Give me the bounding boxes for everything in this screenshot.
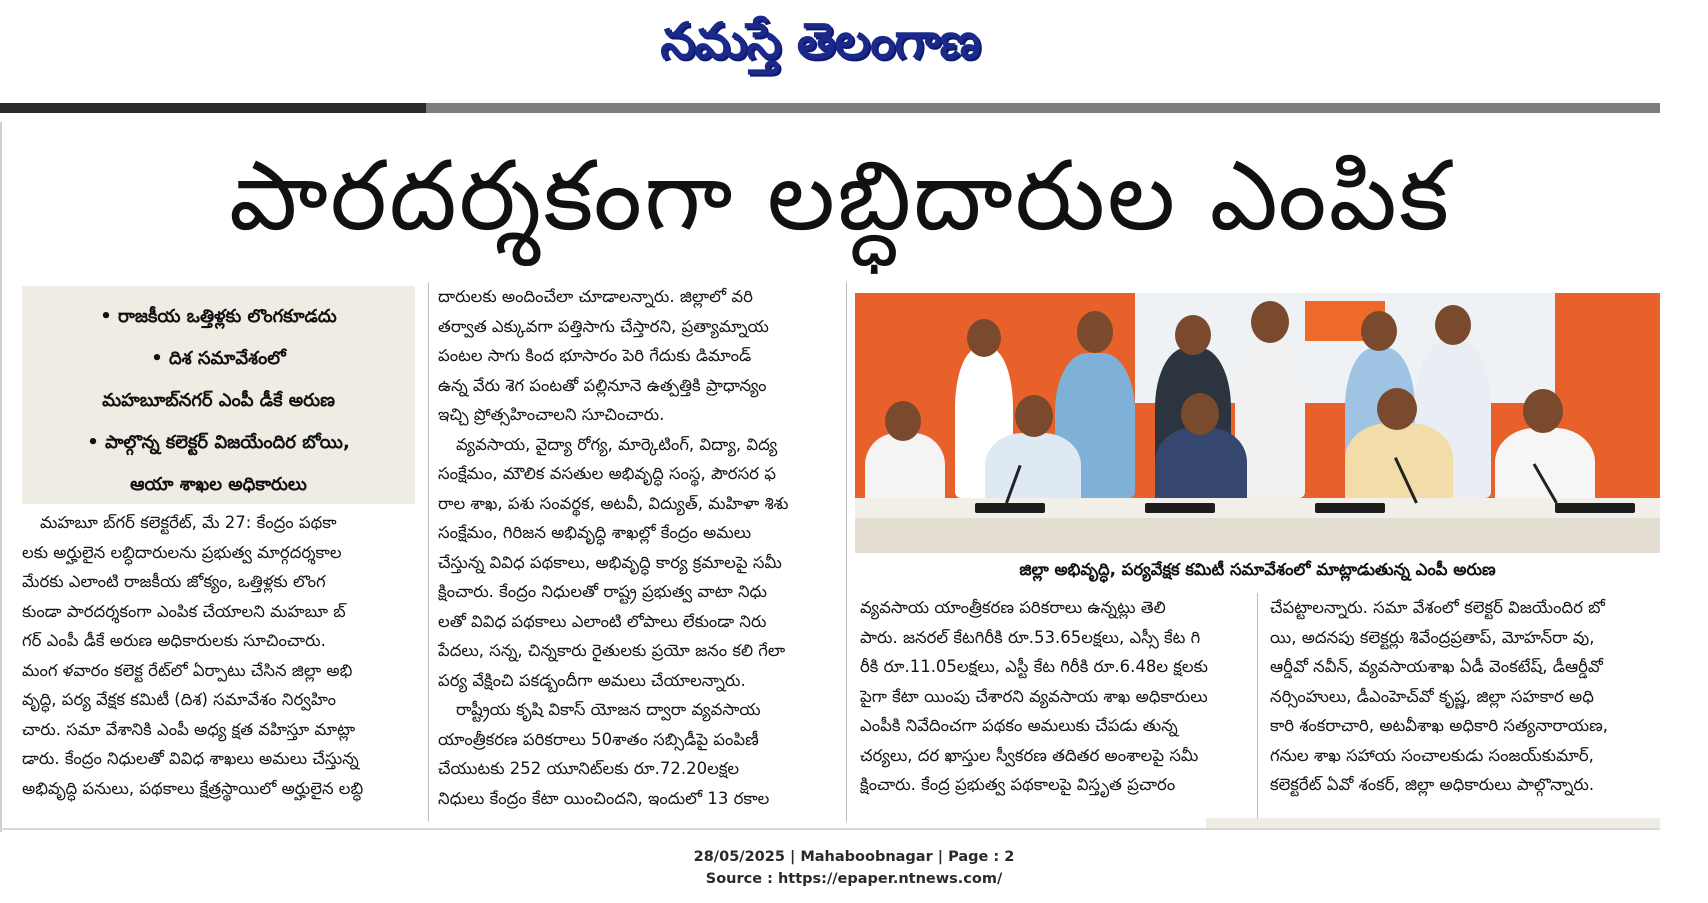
article-column-1 — [22, 508, 415, 803]
text-line: పేదలు, సన్న, చిన్నకారు రైతులకు ప్రయో జనం కలి గేలా — [438, 641, 786, 660]
text-line: రాల శాఖ, పశు సంవర్థక, అటవీ, విద్యుత్, మహిళా శిశు — [438, 493, 789, 513]
text-line: డారు. కేంద్రం నిధులతో వివిధ శాఖలు అమలు చేస్తున్న — [22, 749, 359, 768]
column-separator — [428, 282, 429, 822]
text-line: రాష్ట్రీయ కృషి వికాస్ యోజన ద్వారా వ్యవసాయ — [456, 700, 761, 719]
text-line: పంటల సాగు కింద భూసారం పెరి గేదుకు డిమాండ్ — [438, 346, 752, 365]
text-line: ఇచ్చి ప్రోత్సహించాలని సూచించారు. — [438, 405, 665, 424]
footer-source-line[interactable]: Source : https://epaper.ntnews.com/ — [705, 871, 1003, 887]
photo-nameplate — [1555, 503, 1635, 513]
photo-nameplate — [1315, 503, 1385, 513]
text-line: ఆర్డీవో నవీన్, వ్యవసాయశాఖ ఏడీ వెంకటేష్, డీఆర్డీవో — [1270, 657, 1603, 676]
text-line: సంక్షేమం, మౌలిక వసతుల అభివృద్ధి సంస్థ, పౌరసర ఫ — [438, 464, 776, 483]
article-column-4 — [1270, 593, 1662, 800]
text-line: మేరకు ఎలాంటి రాజకీయ జోక్యం, ఒత్తిళ్లకు లొంగ — [22, 572, 326, 591]
photo-person-head — [1523, 389, 1563, 433]
photo-person-head — [1361, 311, 1397, 351]
text-line: తర్వాత ఎక్కువగా పత్తిసాగు చేస్తారని, ప్రత్యామ్నాయ — [438, 316, 769, 336]
photo-person-head — [967, 319, 1001, 357]
photo-person-head — [885, 401, 921, 441]
highlight-item: • దిశ సమావేశంలో — [151, 348, 286, 369]
photo-person-head — [1181, 393, 1219, 435]
photo-person-head — [1175, 315, 1211, 355]
text-line: గనుల శాఖ సహాయ సంచాలకుడు సంజయ్‌కుమార్, — [1270, 745, 1594, 765]
text-line: రీకి రూ.11.05లక్షలు, ఎస్టీ కేట గిరీకి రూ.6.48ల క్షలకు — [860, 657, 1208, 676]
text-line: లతో వివిధ పథకాలు ఎలాంటి లోపాలు లేకుండా నిరు — [438, 611, 767, 631]
page-footer — [0, 846, 1708, 890]
article-column-2 — [438, 282, 818, 813]
masthead-rule-grey — [426, 103, 1660, 113]
article-column-3 — [860, 593, 1244, 800]
highlight-item: ఆయా శాఖల అధికారులు — [130, 474, 307, 495]
highlight-item: • రాజకీయ ఒత్తిళ్లకు లొంగకూడదు — [100, 306, 337, 327]
photo-person-head — [1251, 301, 1289, 343]
text-line: వ్యవసాయ, వైద్యా రోగ్య, మార్కెటింగ్, విద్యా, విద్య — [456, 434, 778, 454]
text-line: చేపట్టాలన్నారు. సమా వేశంలో కలెక్టర్ విజయేందిర బో — [1270, 598, 1605, 617]
page-bottom-rule — [0, 828, 1660, 830]
photo-caption: జిల్లా అభివృద్ధి, పర్యవేక్షక కమిటీ సమావేశంలో మాట్లాడుతున్న ఎంపీ అరుణ — [1019, 560, 1496, 579]
text-line: చేయుటకు 252 యూనిట్‌లకు రూ.72.20లక్షల — [438, 759, 740, 778]
text-line: పారు. జనరల్ కేటగిరీకి రూ.53.65లక్షలు, ఎస్సీ కేట గి — [860, 627, 1201, 647]
text-line: మహబూ బ్‌గర్ కలెక్టరేట్, మే 27: కేంద్రం పథకా — [40, 513, 337, 532]
text-line: కుండా పారదర్శకంగా ఎంపిక చేయాలని మహబూ బ్ — [22, 601, 346, 621]
text-line: చర్యలు, దర ఖాస్తుల స్వీకరణ తదితర అంశాలపై సమీ — [860, 745, 1199, 765]
text-line: లకు అర్హులైన లబ్ధిదారులను ప్రభుత్వ మార్గదర్శకాల — [22, 542, 342, 562]
photo-nameplate — [1145, 503, 1215, 513]
text-line: క్షించారు. కేంద్ర ప్రభుత్వ పథకాలపై విస్తృత ప్రచారం — [860, 775, 1176, 794]
text-line: ఎంపీకి నివేదించగా పథకం అమలుకు చేపడు తున్న — [860, 716, 1178, 735]
text-line: యాంత్రీకరణ పరికరాలు 50శాతం సబ్సిడీపై పంపిణీ — [438, 729, 759, 749]
photo-nameplate — [975, 503, 1045, 513]
text-line: వ్యవసాయ యాంత్రీకరణ పరికరాలు ఉన్నట్లు తెలి — [860, 598, 1166, 617]
newspaper-logo: నమస్తే తెలంగాణ — [660, 12, 980, 70]
text-line: కలెక్టరేట్ ఏవో శంకర్, జిల్లా అధికారులు పాల్గొన్నారు. — [1270, 775, 1595, 794]
text-line: చారు. సమా వేశానికి ఎంపీ అధ్య క్షత వహిస్తూ మాట్లా — [22, 719, 356, 739]
photo-person-head — [1435, 305, 1471, 345]
text-line: కారి శంకరాచారి, అటవీశాఖ అధికారి సత్యనారాయణ, — [1270, 716, 1609, 735]
column-separator — [1257, 593, 1258, 822]
text-line: నిధులు కేంద్రం కేటా యించిందని, ఇందులో 13 రకాల — [438, 788, 770, 808]
text-line: యి, అదనపు కలెక్టర్లు శివేంద్రప్రతాప్, మోహన్‌రా వు, — [1270, 627, 1595, 647]
photo-person-head — [1377, 388, 1417, 430]
photo-person-head — [1077, 311, 1113, 353]
highlight-item: • పాల్గొన్న కలెక్టర్ విజయేందిర బోయి, — [87, 432, 350, 453]
text-line: ఉన్న వేరు శెగ పంటతో పల్లినూనె ఉత్పత్తికి ప్రాధాన్యం — [438, 375, 767, 395]
masthead-rule-dark — [0, 103, 426, 113]
text-line: క్షించారు. కేంద్రం నిధులతో రాష్ట్ర ప్రభుత్వ వాటా నిధు — [438, 582, 767, 601]
text-line: దారులకు అందించేలా చూడాలన్నారు. జిల్లాలో వరి — [438, 287, 753, 306]
column-separator — [846, 282, 847, 822]
masthead — [0, 0, 1708, 90]
footer-date-line: 28/05/2025 | Mahaboobnagar | Page : 2 — [693, 849, 1015, 865]
text-line: పర్య వేక్షించి పకడ్బందీగా అమలు చేయాలన్నారు. — [438, 670, 746, 690]
photo-person-head — [1015, 395, 1053, 437]
text-line: గర్ ఎంపీ డీకే అరుణ అధికారులకు సూచించారు. — [22, 631, 326, 650]
photo-table-front — [855, 518, 1660, 553]
page-frame-left — [0, 122, 2, 832]
text-line: నర్సింహులు, డీఎంహెచ్‌వో కృష్ణ, జిల్లా సహకార అధి — [1270, 686, 1594, 706]
text-line: పైగా కేటా యింపు చేశారని వ్యవసాయ శాఖ అధికారులు — [860, 686, 1208, 706]
text-line: మంగ ళవారం కలెక్ట రేట్‌లో ఏర్పాటు చేసిన జిల్లా అభి — [22, 660, 353, 680]
text-line: అభివృద్ధి పనులు, పథకాలు క్షేత్రస్థాయిలో అర్హులైన లబ్ధి — [22, 778, 364, 798]
highlights-box — [22, 286, 415, 504]
text-line: సంక్షేమం, గిరిజన అభివృద్ధి శాఖల్లో కేంద్రం అమలు — [438, 523, 752, 542]
highlight-item: మహబూబ్‌నగర్ ఎంపీ డీకే అరుణ — [102, 390, 335, 411]
text-line: చేస్తున్న వివిధ పథకాలు, అభివృద్ధి కార్య క్రమాలపై సమీ — [438, 552, 782, 572]
text-line: వృద్ధి, పర్య వేక్షక కమిటీ (దిశ) సమావేశం నిర్వహిం — [22, 690, 337, 709]
article-headline: పారదర్శకంగా లబ్ధిదారుల ఎంపిక — [229, 140, 1451, 252]
meeting-photo — [855, 293, 1660, 553]
